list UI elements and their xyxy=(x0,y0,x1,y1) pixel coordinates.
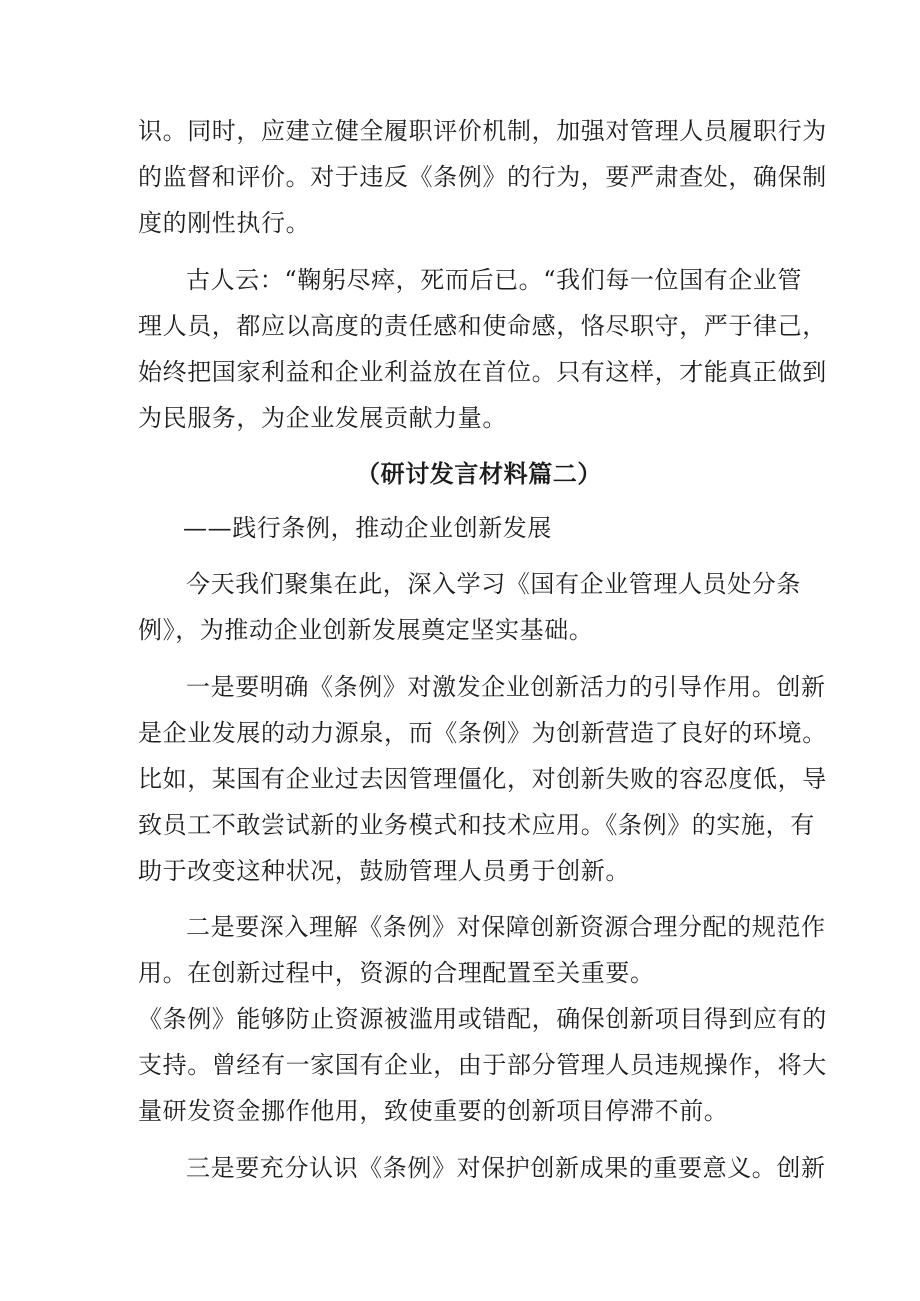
text-line: 支持。曾经有一家国有企业，由于部分管理人员违规操作，将大 xyxy=(138,1051,827,1079)
text-line: 量研发资金挪作他用，致使重要的创新项目停滞不前。 xyxy=(138,1097,729,1125)
subtitle-line: ——践行条例，推动企业创新发展 xyxy=(183,514,552,542)
text-line: 致员工不敢尝试新的业务模式和技术应用。《条例》的实施，有 xyxy=(138,811,815,839)
text-line: 二是要深入理解《条例》对保障创新资源合理分配的规范作 xyxy=(186,913,826,941)
section-heading: （研讨发言材料篇二） xyxy=(356,459,602,488)
text-line: 《条例》能够防止资源被滥用或错配，确保创新项目得到应有的 xyxy=(138,1005,827,1033)
text-line: 为民服务，为企业发展贡献力量。 xyxy=(138,404,507,432)
text-line: 古人云：“鞠躬尽瘁，死而后已。“我们每一位国有企业管 xyxy=(186,266,803,294)
text-line: 一是要明确《条例》对激发企业创新活力的引导作用。创新 xyxy=(186,673,826,701)
text-line: 识。同时，应建立健全履职评价机制，加强对管理人员履职行为 xyxy=(138,117,827,145)
text-line: 理人员，都应以高度的责任感和使命感，恪尽职守，严于律己， xyxy=(138,312,827,340)
text-line: 始终把国家利益和企业利益放在首位。只有这样，才能真正做到 xyxy=(138,358,827,386)
text-line: 度的刚性执行。 xyxy=(138,209,311,237)
text-line: 的监督和评价。对于违反《条例》的行为，要严肃查处，确保制 xyxy=(138,163,827,191)
text-line: 今天我们聚集在此，深入学习《国有企业管理人员处分条 xyxy=(186,570,801,598)
text-line: 用。在创新过程中，资源的合理配置至关重要。 xyxy=(138,959,655,987)
text-line: 例》，为推动企业创新发展奠定坚实基础。 xyxy=(138,616,594,644)
text-line: 是企业发展的动力源泉，而《条例》为创新营造了良好的环境。 xyxy=(138,719,827,747)
text-line: 助于改变这种状况，鼓励管理人员勇于创新。 xyxy=(138,857,630,885)
text-line: 三是要充分认识《条例》对保护创新成果的重要意义。创新 xyxy=(186,1154,826,1182)
text-line: 比如，某国有企业过去因管理僵化，对创新失败的容忍度低，导 xyxy=(138,765,827,793)
